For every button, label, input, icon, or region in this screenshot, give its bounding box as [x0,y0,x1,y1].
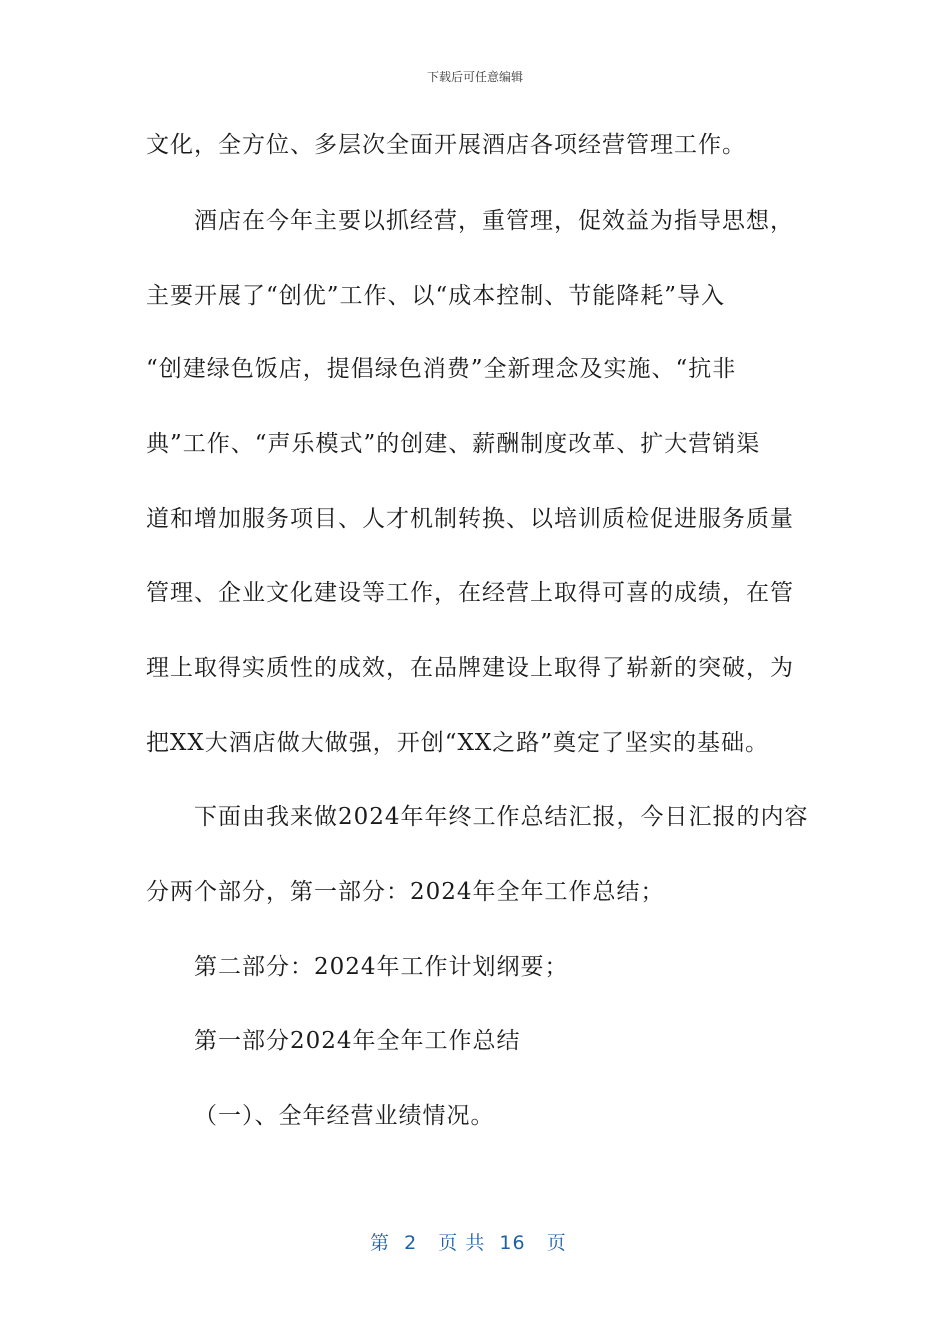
body-line-9: 把XX大酒店做大做强，开创“XX之路”奠定了坚实的基础。 [146,730,770,756]
body-line-11: 分两个部分，第一部分：2024年全年工作总结； [146,879,665,905]
body-line-7: 管理、企业文化建设等工作，在经营上取得可喜的成绩，在管 [146,580,794,606]
section-heading: 第一部分2024年全年工作总结 [194,1028,521,1054]
body-line-6: 道和增加服务项目、人才机制转换、以培训质检促进服务质量 [146,506,794,532]
body-line-4: “创建绿色饭店，提倡绿色消费”全新理念及实施、“抗非 [146,356,737,382]
body-line-8: 理上取得实质性的成效，在品牌建设上取得了崭新的突破，为 [146,655,794,681]
body-line-12: 第二部分：2024年工作计划纲要； [194,954,569,980]
subsection-heading: （一）、全年经营业绩情况。 [194,1103,495,1129]
body-line-5: 典”工作、“声乐模式”的创建、薪酬制度改革、扩大营销渠 [146,431,761,457]
body-line-10: 下面由我来做2024年年终工作总结汇报，今日汇报的内容 [194,804,809,830]
page-number-footer: 第 2 页 共 16 页 [370,1232,567,1254]
body-line-1: 文化，全方位、多层次全面开展酒店各项经营管理工作。 [146,132,746,158]
body-line-3: 主要开展了“创优”工作、以“成本控制、节能降耗”导入 [146,283,726,309]
header-note: 下载后可任意编辑 [426,70,523,84]
body-line-2: 酒店在今年主要以抓经营，重管理，促效益为指导思想， [194,208,794,234]
